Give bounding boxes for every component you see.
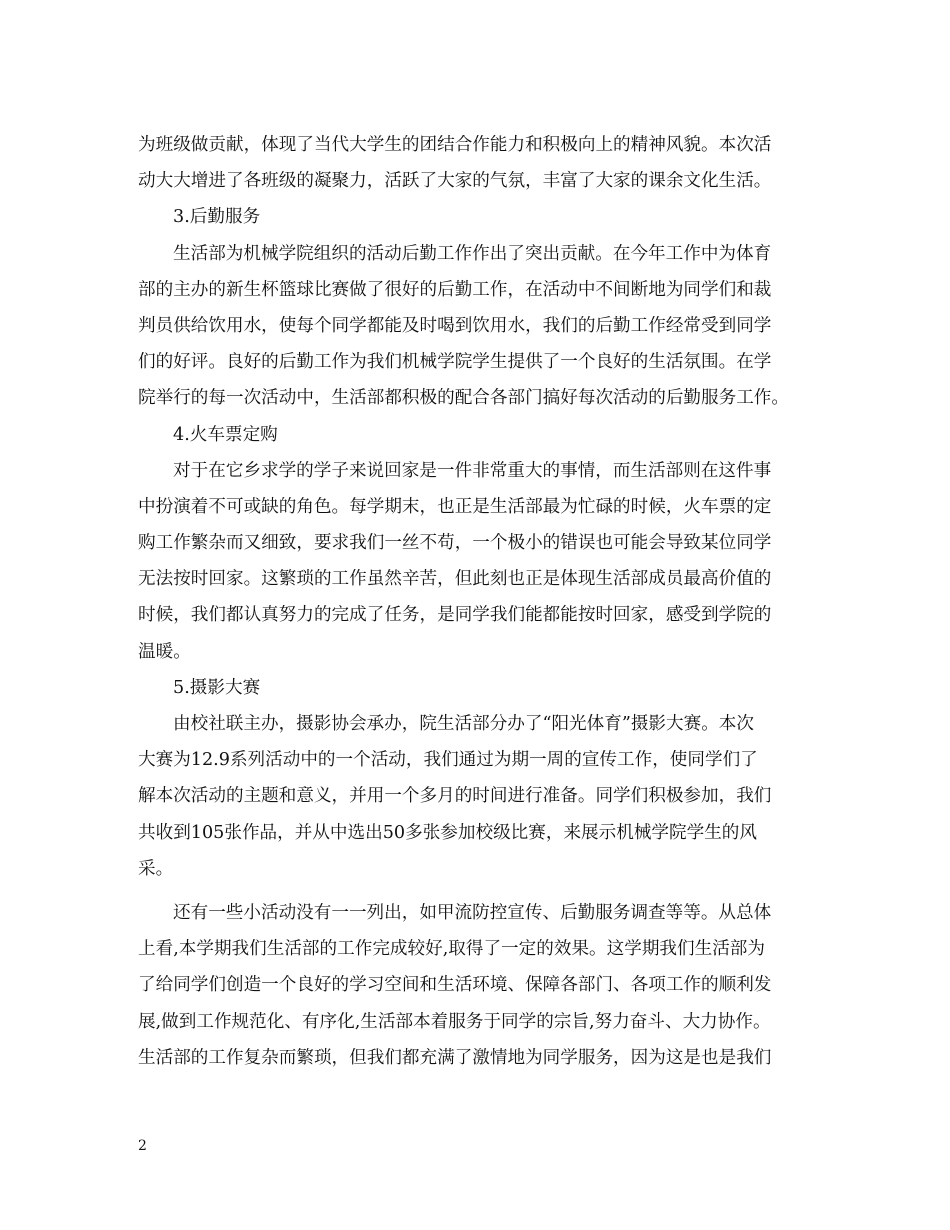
body-text [138, 127, 818, 1076]
text-line: 4.火车票定购 [173, 424, 278, 445]
text-line: 购工作繁杂而又细致，要求我们一丝不苟，一个极小的错误也可能会导致某位同学 [138, 533, 772, 554]
text-line: 院举行的每一次活动中，生活部都积极的配合各部门搞好每次活动的后勤服务工作。 [138, 388, 789, 409]
text-line: 们的好评。良好的后勤工作为我们机械学院学生提供了一个良好的生活氛围。在学 [138, 352, 772, 373]
text-line: 还有一些小活动没有一一列出，如甲流防控宣传、后勤服务调查等等。从总体 [173, 902, 772, 923]
text-line: 为班级做贡献，体现了当代大学生的团结合作能力和积极向上的精神风貌。本次活 [138, 135, 772, 155]
page-number: 2 [138, 1138, 147, 1154]
text-line: 部的主办的新生杯篮球比赛做了很好的后勤工作，在活动中不间断地为同学们和裁 [138, 279, 772, 300]
text-line: 解本次活动的主题和意义，并用一个多月的时间进行准备。同学们积极参加，我们 [138, 786, 772, 807]
text-line: 时候，我们都认真努力的完成了任务，是同学我们能都能按时回家，感受到学院的 [138, 605, 772, 626]
paragraph-gap [138, 887, 818, 895]
text-line: 大赛为12.9系列活动中的一个活动，我们通过为期一周的宣传工作，使同学们了 [138, 750, 758, 771]
text-line: 无法按时回家。这繁琐的工作虽然辛苦，但此刻也正是体现生活部成员最高价值的 [138, 569, 772, 590]
text-line: 上看,本学期我们生活部的工作完成较好,取得了一定的效果。这学期我们生活部为 [138, 939, 765, 960]
text-line: 5.摄影大赛 [173, 677, 261, 698]
text-line: 采。 [138, 858, 174, 879]
text-line: 对于在它乡求学的学子来说回家是一件非常重大的事情，而生活部则在这件事 [173, 460, 772, 481]
text-line: 3.后勤服务 [173, 207, 261, 228]
text-line: 共收到105张作品，并从中选出50多张参加校级比赛，来展示机械学院学生的风 [138, 822, 757, 843]
text-line: 展,做到工作规范化、有序化,生活部本着服务于同学的宗旨,努力奋斗、大力协作。 [138, 1011, 771, 1032]
text-line: 温暖。 [138, 641, 191, 662]
text-line: 判员供给饮用水，使每个同学都能及时喝到饮用水，我们的后勤工作经常受到同学 [138, 315, 772, 336]
text-line: 中扮演着不可或缺的角色。每学期末，也正是生活部最为忙碌的时候，火车票的定 [138, 496, 772, 517]
text-line: 了给同学们创造一个良好的学习空间和生活环境、保障各部门、各项工作的顺利发 [138, 975, 772, 996]
text-line: 生活部为机械学院组织的活动后勤工作作出了突出贡献。在今年工作中为体育 [173, 243, 772, 264]
text-line: 动大大增进了各班级的凝聚力，活跃了大家的气氛，丰富了大家的课余文化生活。 [138, 171, 772, 192]
text-line: 生活部的工作复杂而繁琐，但我们都充满了激情地为同学服务，因为这是也是我们 [138, 1047, 772, 1068]
text-line: 由校社联主办，摄影协会承办，院生活部分办了“阳光体育”摄影大赛。本次 [173, 714, 754, 734]
